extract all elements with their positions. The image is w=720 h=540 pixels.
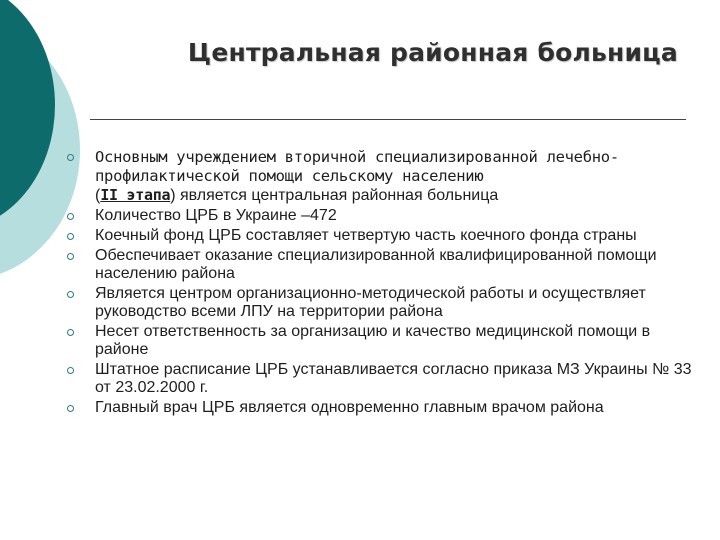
bullet-text: Главный врач ЦРБ является одновременно главным врачом района [95, 399, 604, 416]
bullet-icon [67, 367, 74, 374]
bullet-text: Штатное расписание ЦРБ устанавливается согласно приказа МЗ Украины № 33 от 23.02.2000 г. [95, 361, 692, 396]
slide-title: Центральная районная больница [187, 38, 678, 67]
bullet-text-rest: ) является центральная районная больница [170, 187, 499, 204]
bullet-text: Является центром организационно-методической работы и осуществляет руководство всеми ЛПУ на территории района [95, 285, 646, 320]
bullet-icon [67, 213, 74, 220]
bullet-icon [67, 233, 74, 240]
bullet-item [64, 148, 700, 205]
bullet-icon [67, 291, 74, 298]
bullet-text: Коечный фонд ЦРБ составляет четвертую часть коечного фонда страны [95, 227, 637, 244]
bullet-item [64, 399, 700, 417]
bullet-icon [67, 405, 74, 412]
bullet-icon [67, 329, 74, 336]
bullet-item [64, 227, 700, 245]
bullet-icon [67, 154, 74, 161]
bullet-item [64, 285, 700, 321]
bullet-list [64, 148, 700, 419]
bullet-text: Обеспечивает оказание специализированной квалифицированной помощи населению района [95, 247, 657, 282]
bullet-item [64, 361, 700, 397]
bullet-text-main: Основным учреждением вторичной специализированной лечебно-профилактической помощи сельскому населению [95, 148, 619, 185]
bullet-text: Количество ЦРБ в Украине –472 [95, 207, 337, 224]
bullet-item [64, 207, 700, 225]
bullet-paren-open: ( [95, 187, 101, 204]
bullet-item [64, 323, 700, 359]
bullet-item [64, 247, 700, 283]
bullet-icon [67, 253, 74, 260]
title-divider [90, 119, 686, 120]
bullet-text: Несет ответственность за организацию и качество медицинской помощи в районе [95, 323, 651, 358]
stage-label: II этапа [100, 186, 171, 204]
